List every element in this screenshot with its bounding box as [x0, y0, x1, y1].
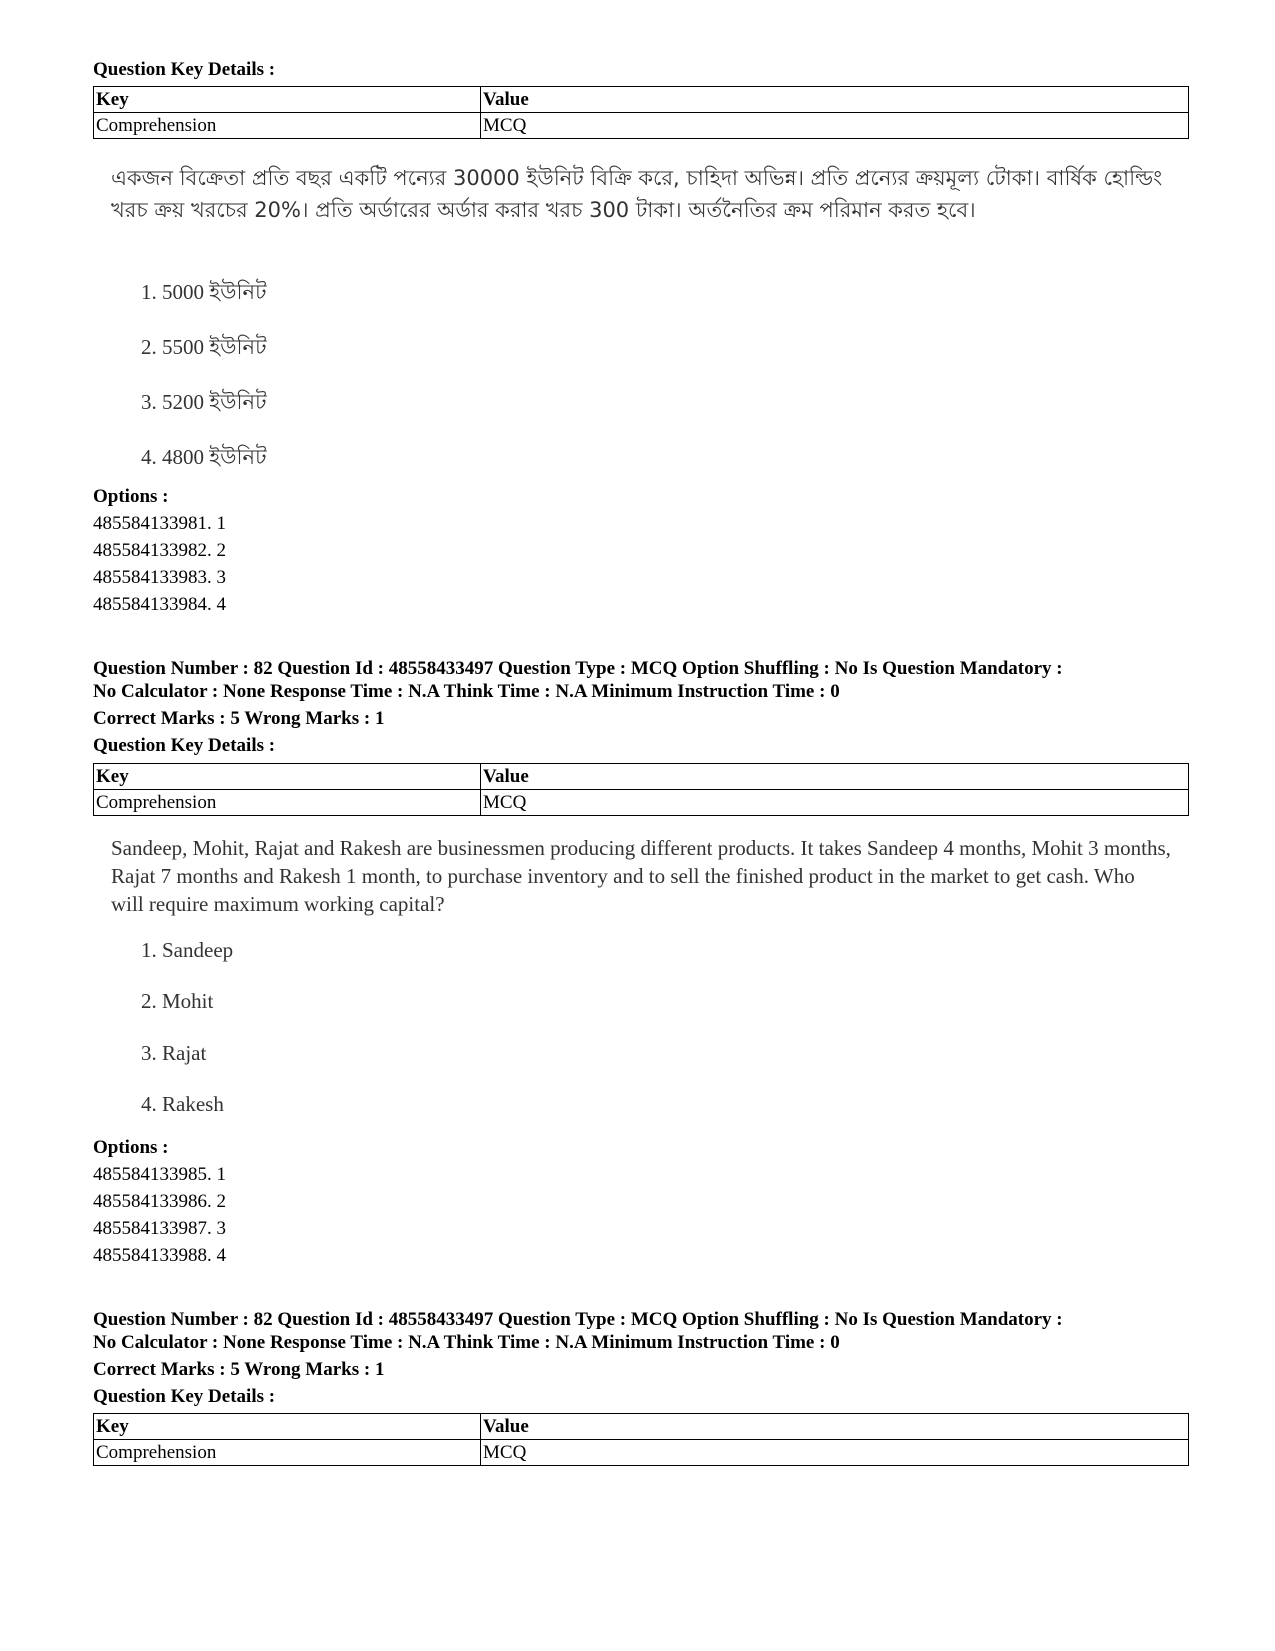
key-header: Key	[94, 764, 481, 790]
table-row	[94, 113, 1189, 139]
table-header-row	[94, 87, 1189, 113]
options-title: Options :	[93, 486, 169, 507]
table-header-row	[94, 1414, 1189, 1440]
key-cell: Comprehension	[94, 1440, 481, 1466]
value-cell: MCQ	[481, 1440, 1189, 1466]
choice-item: 3. Rajat	[141, 1041, 207, 1065]
key-cell: Comprehension	[94, 113, 481, 139]
question-text: একজন বিক্রেতা প্রতি বছর একটি পন্যের 30000 ইউনিট বিক্রি করে, চাহিদা অভিন্ন। প্রতি প্রন্যের ক্রয়মূল্য টোকা। বার্ষিক হোল্ডিং খরচ ক্রয় খরচের 20%। প্রতি অর্ডারের অর্ডার করার খরচ 300 টাকা। অর্তনৈতির ক্রম পরিমান করত হবে।	[111, 166, 1163, 222]
key-header: Key	[94, 87, 481, 113]
options-title: Options :	[93, 1137, 169, 1158]
choice-item: 2. 5500 ইউনিট	[141, 335, 267, 359]
key-header: Key	[94, 1414, 481, 1440]
marks-line: Correct Marks : 5 Wrong Marks : 1	[93, 1359, 385, 1380]
choice-item: 1. Sandeep	[141, 938, 234, 962]
choice-item: 4. Rakesh	[141, 1092, 224, 1116]
choice-item: 4. 4800 ইউনিট	[141, 445, 267, 469]
question-meta-line: No Calculator : None Response Time : N.A Think Time : N.A Minimum Instruction Time : 0	[93, 681, 840, 702]
table-row	[94, 1440, 1189, 1466]
option-line: 485584133986. 2	[93, 1191, 226, 1212]
table-header-row	[94, 764, 1189, 790]
choice-item: 3. 5200 ইউনিট	[141, 390, 267, 414]
key-details-table	[93, 86, 1189, 139]
option-line: 485584133982. 2	[93, 540, 226, 561]
option-line: 485584133981. 1	[93, 513, 226, 534]
marks-line: Correct Marks : 5 Wrong Marks : 1	[93, 708, 385, 729]
key-cell: Comprehension	[94, 790, 481, 816]
value-header: Value	[481, 764, 1189, 790]
question-meta-line: Question Number : 82 Question Id : 48558433497 Question Type : MCQ Option Shuffling : No Is Question Mandatory :	[93, 658, 1063, 679]
key-details-title: Question Key Details :	[93, 1386, 276, 1407]
key-details-title: Question Key Details :	[93, 59, 276, 80]
option-line: 485584133985. 1	[93, 1164, 226, 1185]
value-header: Value	[481, 87, 1189, 113]
question-meta-line: Question Number : 82 Question Id : 48558433497 Question Type : MCQ Option Shuffling : No Is Question Mandatory :	[93, 1309, 1063, 1330]
choice-item: 2. Mohit	[141, 989, 214, 1013]
question-meta-line: No Calculator : None Response Time : N.A Think Time : N.A Minimum Instruction Time : 0	[93, 1332, 840, 1353]
option-line: 485584133988. 4	[93, 1245, 226, 1266]
option-line: 485584133987. 3	[93, 1218, 226, 1239]
value-cell: MCQ	[481, 790, 1189, 816]
choice-item: 1. 5000 ইউনিট	[141, 280, 267, 304]
key-details-table	[93, 763, 1189, 816]
question-text: Sandeep, Mohit, Rajat and Rakesh are businessmen producing different products. It takes Sandeep 4 months, Mohit 3 months, Rajat 7 months and Rakesh 1 month, to purchase inventory and to sell the finished product in the market to get cash. Who will require maximum working capital?	[111, 836, 1171, 916]
value-cell: MCQ	[481, 113, 1189, 139]
option-line: 485584133984. 4	[93, 594, 226, 615]
value-header: Value	[481, 1414, 1189, 1440]
key-details-table	[93, 1413, 1189, 1466]
option-line: 485584133983. 3	[93, 567, 226, 588]
table-row	[94, 790, 1189, 816]
key-details-title: Question Key Details :	[93, 735, 276, 756]
